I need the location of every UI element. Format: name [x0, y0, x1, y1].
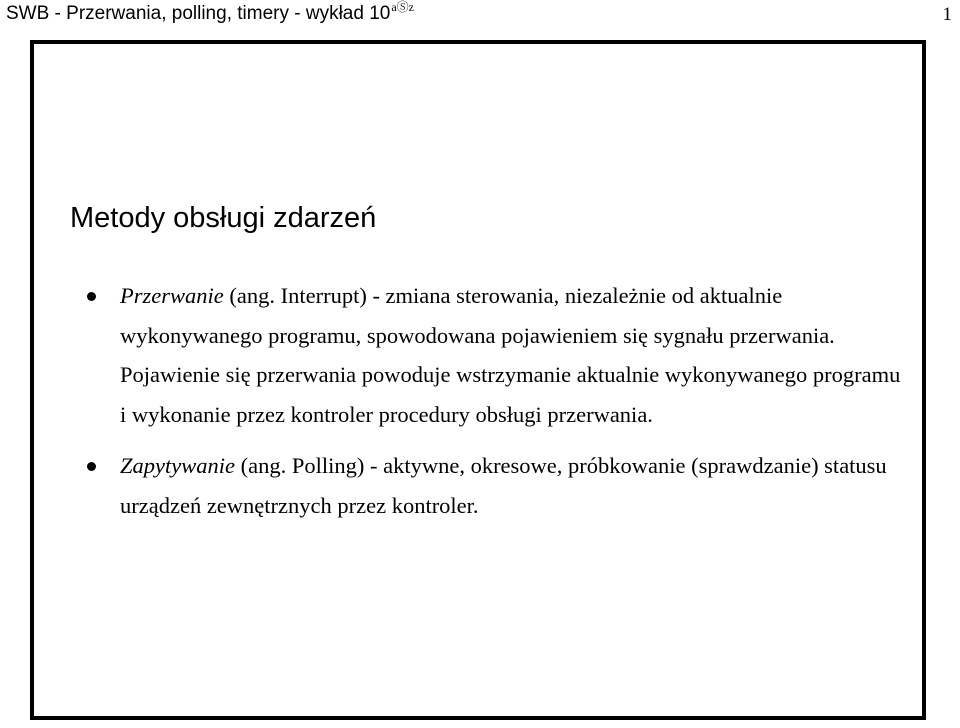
- bullet-term-interrupt: Przerwanie: [120, 283, 224, 308]
- bullet-text-polling: (ang. Polling) - aktywne, okresowe, próbkowanie (sprawdzanie) statusu urządzeń zewnętrznych przez kontroler.: [120, 453, 887, 518]
- section-heading: Metody obsługi zdarzeń: [70, 202, 377, 234]
- slide-frame: [30, 40, 926, 720]
- header-title-text: SWB - Przerwania, polling, timery - wykład 10: [6, 3, 391, 24]
- bullet-dot-icon: [87, 462, 96, 471]
- page-number: 1: [942, 4, 952, 25]
- bullet-list: [120, 276, 910, 537]
- bullet-dot-icon: [87, 292, 96, 301]
- header-title-mark: aⓈz: [391, 0, 414, 14]
- bullet-term-polling: Zapytywanie: [120, 453, 235, 478]
- bullet-item-interrupt: [120, 276, 910, 434]
- bullet-text-interrupt: (ang. Interrupt) - zmiana sterowania, niezależnie od aktualnie wykonywanego programu, spowodowana pojawieniem się sygnału przerwania. Pojawienie się przerwania powoduje wstrzymanie aktualnie wykonywanego programu i wykonanie przez kontroler procedury obsługi przerwania.: [120, 283, 901, 427]
- bullet-item-polling: [120, 446, 910, 525]
- header-title: [6, 2, 414, 27]
